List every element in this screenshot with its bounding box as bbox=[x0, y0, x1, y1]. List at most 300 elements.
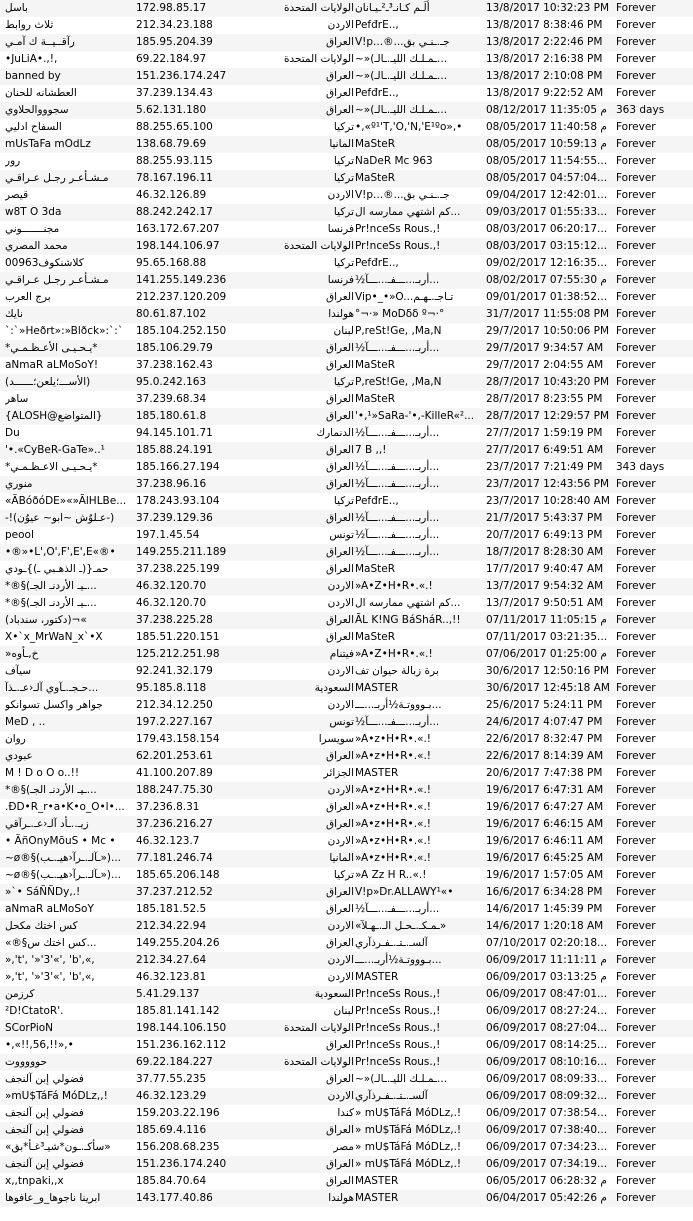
table-row[interactable] bbox=[0, 255, 693, 272]
ip-address-cell: 37.236.8.31 bbox=[136, 801, 200, 813]
table-row[interactable] bbox=[0, 918, 693, 935]
ban-duration-cell: Forever bbox=[616, 648, 656, 660]
ban-duration-cell: Forever bbox=[616, 971, 656, 983]
table-row[interactable] bbox=[0, 340, 693, 357]
country-cell: الولايات المتحدة bbox=[283, 1022, 354, 1034]
country-cell: تونس bbox=[329, 529, 354, 541]
table-row[interactable] bbox=[0, 1190, 693, 1207]
ip-address-cell: 212.237.120.209 bbox=[136, 291, 227, 303]
country-cell: الدنمارك bbox=[316, 427, 354, 439]
banned-by-cell: ½أربـ...ـــفـ...ـــآ... bbox=[355, 546, 440, 558]
player-name-cell: «سأكـ.ـون*شيـ³غـأ*بق» bbox=[5, 1141, 111, 1153]
ip-address-cell: 198.144.106.97 bbox=[136, 240, 220, 252]
ban-duration-cell: Forever bbox=[616, 342, 656, 354]
ip-address-cell: 149.255.204.26 bbox=[136, 937, 220, 949]
table-row[interactable] bbox=[0, 204, 693, 221]
player-name-cell: w8T O 3da bbox=[5, 206, 62, 218]
table-row[interactable] bbox=[0, 187, 693, 204]
table-row[interactable] bbox=[0, 1071, 693, 1088]
banned-by-cell: » mU$TáFá MóDLz,.! bbox=[355, 1107, 462, 1119]
table-row[interactable] bbox=[0, 459, 693, 476]
player-name-cell: 00963كلاشنكوف bbox=[5, 257, 84, 269]
table-row[interactable] bbox=[0, 1139, 693, 1156]
table-row[interactable] bbox=[0, 799, 693, 816]
table-row[interactable] bbox=[0, 153, 693, 170]
ip-address-cell: 80.61.87.102 bbox=[136, 308, 207, 320]
table-row[interactable] bbox=[0, 1173, 693, 1190]
ban-duration-cell: Forever bbox=[616, 172, 656, 184]
table-row[interactable] bbox=[0, 646, 693, 663]
table-row[interactable] bbox=[0, 731, 693, 748]
ban-date-cell: 23/7/2017 12:43:56 PM bbox=[486, 478, 610, 490]
country-cell: العراق bbox=[325, 750, 354, 762]
ban-duration-cell: Forever bbox=[616, 1192, 656, 1204]
table-row[interactable] bbox=[0, 527, 693, 544]
table-row[interactable] bbox=[0, 238, 693, 255]
player-name-cell: *®§(ـيـ الأردنـ الجـ... bbox=[5, 784, 97, 796]
table-row[interactable] bbox=[0, 748, 693, 765]
ip-address-cell: 125.212.251.98 bbox=[136, 648, 220, 660]
country-cell: تركيا bbox=[333, 121, 354, 133]
table-row[interactable] bbox=[0, 1105, 693, 1122]
ban-date-cell: 06/09/2017 08:27:04... bbox=[486, 1022, 608, 1034]
country-cell: فيتنام bbox=[329, 648, 354, 660]
banned-by-cell: PefđrE.., bbox=[355, 87, 399, 99]
ip-address-cell: 37.238.225.28 bbox=[136, 614, 213, 626]
ban-date-cell: 06/05/2017 06:28:32 م bbox=[486, 1175, 607, 1187]
ban-date-cell: 07/06/2017 01:25:00 م bbox=[486, 648, 607, 660]
player-name-cell: SCorPioN bbox=[5, 1022, 54, 1034]
country-cell: الولايات المتحدة bbox=[283, 1056, 354, 1068]
ban-date-cell: 18/7/2017 8:28:30 AM bbox=[486, 546, 604, 558]
ban-duration-cell: Forever bbox=[616, 206, 656, 218]
table-row[interactable] bbox=[0, 357, 693, 374]
ban-duration-cell: Forever bbox=[616, 1073, 656, 1085]
ban-duration-cell: Forever bbox=[616, 512, 656, 524]
table-row[interactable] bbox=[0, 969, 693, 986]
player-name-cell: فضولي إبن آلنجف bbox=[5, 1107, 84, 1119]
table-row[interactable] bbox=[0, 136, 693, 153]
table-row[interactable] bbox=[0, 697, 693, 714]
ip-address-cell: 212.34.27.64 bbox=[136, 954, 207, 966]
banned-by-cell: ~»(ـمـلـك الليـ.ـالـ... bbox=[355, 53, 448, 65]
banned-by-cell: »A•Z•H•R•.«.! bbox=[355, 580, 433, 592]
ip-address-cell: 46.32.123.7 bbox=[136, 835, 200, 847]
banned-by-cell: »A•z•H•R•.«.! bbox=[355, 852, 432, 864]
banned-by-cell: آلسـ.ـتـ.ـفـرذآري bbox=[355, 1090, 428, 1102]
ban-date-cell: 06/04/2017 05:42:26 م bbox=[486, 1192, 607, 1204]
ban-duration-cell: Forever bbox=[616, 121, 656, 133]
table-row[interactable] bbox=[0, 578, 693, 595]
ip-address-cell: 159.203.22.196 bbox=[136, 1107, 220, 1119]
country-cell: العراق bbox=[325, 818, 354, 830]
ip-address-cell: 37.238.225.199 bbox=[136, 563, 220, 575]
country-cell: العراق bbox=[325, 937, 354, 949]
ban-duration-cell: Forever bbox=[616, 274, 656, 286]
ban-date-cell: 13/8/2017 10:32:23 PM bbox=[486, 2, 610, 14]
ban-date-cell: 19/6/2017 6:45:25 AM bbox=[486, 852, 604, 864]
banned-by-cell: آلسـ.ـتـ.ـفـرذآري bbox=[355, 937, 428, 949]
ban-duration-cell: Forever bbox=[616, 478, 656, 490]
ip-address-cell: 185.180.61.8 bbox=[136, 410, 207, 422]
table-row[interactable] bbox=[0, 561, 693, 578]
country-cell: تركيا bbox=[333, 257, 354, 269]
country-cell: الاردن bbox=[327, 920, 354, 932]
table-row[interactable] bbox=[0, 1088, 693, 1105]
table-row[interactable] bbox=[0, 0, 693, 17]
player-name-cell: السفاح ادليي bbox=[5, 121, 62, 133]
table-row[interactable] bbox=[0, 765, 693, 782]
table-row[interactable] bbox=[0, 1020, 693, 1037]
ban-date-cell: 08/05/2017 10:59:13 م bbox=[486, 138, 607, 150]
table-row[interactable] bbox=[0, 442, 693, 459]
table-row[interactable] bbox=[0, 714, 693, 731]
country-cell: سويسرا bbox=[318, 733, 354, 745]
country-cell: هولندا bbox=[328, 1192, 354, 1204]
table-row[interactable] bbox=[0, 595, 693, 612]
player-name-cell: فضولي إبن آلنجف bbox=[5, 1158, 84, 1170]
player-name-cell: حمـ{(ـ الذهـبي ـ)}ـودي bbox=[5, 563, 109, 575]
ban-date-cell: 13/8/2017 2:22:46 PM bbox=[486, 36, 603, 48]
ban-date-cell: 09/01/2017 01:38:52... bbox=[486, 291, 608, 303]
player-name-cell: مـشـأعـر رجـل عـراقـي bbox=[5, 172, 109, 184]
table-row[interactable] bbox=[0, 833, 693, 850]
ban-date-cell: 21/7/2017 5:43:37 PM bbox=[486, 512, 603, 524]
country-cell: فرنسا bbox=[327, 274, 354, 286]
ip-address-cell: 138.68.79.69 bbox=[136, 138, 207, 150]
player-name-cell: •®»•L',O',F',E',E«®• bbox=[5, 546, 116, 558]
ban-duration-cell: Forever bbox=[616, 1158, 656, 1170]
ban-date-cell: 13/8/2017 9:22:52 AM bbox=[486, 87, 604, 99]
player-name-cell: MeD , .. bbox=[5, 716, 46, 728]
banned-by-cell: Pr!nceSs Rous.,! bbox=[355, 1056, 441, 1068]
ban-date-cell: 08/05/2017 04:57:04... bbox=[486, 172, 608, 184]
player-name-cell: »,'t', '»'3'«', 'b',«, bbox=[5, 954, 95, 966]
country-cell: الولايات المتحدة bbox=[283, 2, 354, 14]
ban-duration-cell: Forever bbox=[616, 410, 656, 422]
player-name-cell: »,'t', '»'3'«', 'b',«, bbox=[5, 971, 95, 983]
table-row[interactable] bbox=[0, 85, 693, 102]
ban-date-cell: 13/8/2017 2:16:38 PM bbox=[486, 53, 603, 65]
country-cell: العراق bbox=[325, 1039, 354, 1051]
banned-by-cell: Pr!nceSs Rous.,! bbox=[355, 240, 441, 252]
ban-duration-cell: Forever bbox=[616, 631, 656, 643]
ban-duration-cell: Forever bbox=[616, 1056, 656, 1068]
player-name-cell: -!(عـلوُش ~ابو~ عيوُن-) bbox=[5, 512, 115, 524]
table-row[interactable] bbox=[0, 102, 693, 119]
banned-by-cell: ½أربـ...ـــفـ...ـــآ... bbox=[355, 274, 440, 286]
ban-duration-cell: Forever bbox=[616, 920, 656, 932]
ip-address-cell: 143.177.40.86 bbox=[136, 1192, 213, 1204]
table-row[interactable] bbox=[0, 34, 693, 51]
ip-address-cell: 69.22.184.227 bbox=[136, 1056, 213, 1068]
ban-date-cell: 28/7/2017 10:43:20 PM bbox=[486, 376, 610, 388]
table-row[interactable] bbox=[0, 391, 693, 408]
table-row[interactable] bbox=[0, 68, 693, 85]
ban-duration-cell: Forever bbox=[616, 2, 656, 14]
table-row[interactable] bbox=[0, 680, 693, 697]
ban-duration-cell: Forever bbox=[616, 835, 656, 847]
table-row[interactable] bbox=[0, 782, 693, 799]
ban-date-cell: 06/09/2017 08:14:25... bbox=[486, 1039, 608, 1051]
country-cell: الاردن bbox=[327, 699, 354, 711]
banned-by-cell: ½أربـ...ـــفـ...ـــآ... bbox=[355, 903, 440, 915]
ban-duration-cell: Forever bbox=[616, 138, 656, 150]
ban-duration-cell: Forever bbox=[616, 376, 656, 388]
player-name-cell: x,,tnpaki,,x bbox=[5, 1175, 64, 1187]
table-row[interactable] bbox=[0, 170, 693, 187]
banned-by-cell: Pr!nceSs Rous.,! bbox=[355, 1022, 441, 1034]
player-name-cell: العطشانه للحنان bbox=[5, 87, 77, 99]
ip-address-cell: 37.77.55.235 bbox=[136, 1073, 207, 1085]
ip-address-cell: 46.32.120.70 bbox=[136, 580, 207, 592]
ban-date-cell: 08/02/2017 07:55:30 م bbox=[486, 274, 607, 286]
banned-by-cell: »A Zz H R..«.! bbox=[355, 869, 427, 881]
banned-by-cell: '•,¹»SaRa-'•,-KilleR«²... bbox=[355, 410, 475, 422]
country-cell: العراق bbox=[325, 342, 354, 354]
country-cell: العراق bbox=[325, 1073, 354, 1085]
ban-duration-cell: Forever bbox=[616, 495, 656, 507]
table-row[interactable] bbox=[0, 663, 693, 680]
banned-by-cell: P,reSt!Ge, ,Ma,N bbox=[355, 325, 442, 337]
table-row[interactable] bbox=[0, 952, 693, 969]
player-name-cell: »mU$TáFá MóDLz,,! bbox=[5, 1090, 108, 1102]
banned-by-cell: »A•z•H•R•.«.! bbox=[355, 818, 432, 830]
ban-duration-cell: Forever bbox=[616, 359, 656, 371]
banned-by-cell: برة زبالة حيوان تف bbox=[355, 665, 439, 677]
banned-by-cell: »A•z•H•R•.«.! bbox=[355, 750, 432, 762]
ip-address-cell: 92.241.32.179 bbox=[136, 665, 213, 677]
country-cell: العراق bbox=[325, 1124, 354, 1136]
player-name-cell: محمد المصري bbox=[5, 240, 68, 252]
ban-duration-cell: Forever bbox=[616, 954, 656, 966]
ban-duration-cell: Forever bbox=[616, 784, 656, 796]
ban-date-cell: 20/6/2017 7:47:38 PM bbox=[486, 767, 603, 779]
ban-duration-cell: Forever bbox=[616, 852, 656, 864]
ban-date-cell: 24/6/2017 4:07:47 PM bbox=[486, 716, 603, 728]
ban-date-cell: 27/7/2017 6:49:51 AM bbox=[486, 444, 604, 456]
table-row[interactable] bbox=[0, 1054, 693, 1071]
table-row[interactable] bbox=[0, 374, 693, 391]
country-cell: لبنان bbox=[333, 325, 354, 337]
ban-duration-cell: Forever bbox=[616, 529, 656, 541]
player-name-cell: سجوووالحلاوي bbox=[5, 104, 69, 116]
ban-duration-cell: Forever bbox=[616, 563, 656, 575]
country-cell: العراق bbox=[325, 359, 354, 371]
ip-address-cell: 46.32.120.70 bbox=[136, 597, 207, 609]
ip-address-cell: 198.144.106.150 bbox=[136, 1022, 227, 1034]
banned-by-cell: MASTER bbox=[355, 1175, 399, 1187]
banned-by-cell: » mU$TáFá MóDLz,.! bbox=[355, 1124, 462, 1136]
ban-date-cell: 06/09/2017 03:13:25 م bbox=[486, 971, 607, 983]
ban-date-cell: 29/7/2017 2:04:55 AM bbox=[486, 359, 604, 371]
ip-address-cell: 5.62.131.180 bbox=[136, 104, 207, 116]
ban-date-cell: 06/09/2017 11:11:11 م bbox=[486, 954, 607, 966]
banned-by-cell: PefđrE.., bbox=[355, 495, 399, 507]
ban-date-cell: 06/09/2017 08:09:32... bbox=[486, 1090, 608, 1102]
table-row[interactable] bbox=[0, 1003, 693, 1020]
ban-date-cell: 31/7/2017 11:55:08 PM bbox=[486, 308, 610, 320]
table-row[interactable] bbox=[0, 1122, 693, 1139]
table-row[interactable] bbox=[0, 1037, 693, 1054]
banned-by-cell: MASTER bbox=[355, 767, 399, 779]
table-row[interactable] bbox=[0, 1156, 693, 1173]
table-row[interactable] bbox=[0, 306, 693, 323]
table-row[interactable] bbox=[0, 850, 693, 867]
ban-date-cell: 06/09/2017 07:34:23... bbox=[486, 1141, 608, 1153]
ban-date-cell: 06/09/2017 08:10:16... bbox=[486, 1056, 608, 1068]
table-row[interactable] bbox=[0, 867, 693, 884]
banned-by-cell: °¬·» MoDẟẟ º¬·° bbox=[355, 308, 445, 320]
banned-by-cell: »A•z•H•R•.«.! bbox=[355, 784, 432, 796]
banned-by-cell: ½أربـ...ـــفـ...ـــآ... bbox=[355, 529, 440, 541]
table-row[interactable] bbox=[0, 425, 693, 442]
table-row[interactable] bbox=[0, 816, 693, 833]
table-row[interactable] bbox=[0, 493, 693, 510]
ip-address-cell: 185.81.141.142 bbox=[136, 1005, 220, 1017]
player-name-cell: *يـحـيـى الاعـظـمـي* bbox=[5, 461, 98, 473]
country-cell: المانيا bbox=[329, 138, 354, 150]
player-name-cell: *®§(ـيـ الأردنـ الجـ... bbox=[5, 597, 97, 609]
player-name-cell: ثلاث روابط bbox=[5, 19, 54, 31]
ban-date-cell: 29/7/2017 10:50:06 PM bbox=[486, 325, 610, 337]
table-row[interactable] bbox=[0, 544, 693, 561]
ban-duration-cell: Forever bbox=[616, 665, 656, 677]
table-row[interactable] bbox=[0, 272, 693, 289]
banned-by-cell: MaSteR bbox=[355, 631, 396, 643]
banned-by-cell: P,reSt!Ge, ,Ma,N bbox=[355, 376, 442, 388]
country-cell: السعودية bbox=[314, 988, 354, 1000]
ip-address-cell: 5.41.29.137 bbox=[136, 988, 200, 1000]
ip-address-cell: 141.255.149.236 bbox=[136, 274, 227, 286]
player-name-cell: X•`x_MrWaN_x`•X bbox=[5, 631, 103, 643]
ban-duration-cell: Forever bbox=[616, 1124, 656, 1136]
table-row[interactable] bbox=[0, 612, 693, 629]
country-cell: العراق bbox=[325, 461, 354, 473]
ban-date-cell: 06/09/2017 08:47:01... bbox=[486, 988, 608, 1000]
ban-duration-cell: Forever bbox=[616, 1090, 656, 1102]
player-name-cell: •JuLiA•.,!, bbox=[5, 53, 58, 65]
player-name-cell: باسل bbox=[5, 2, 28, 14]
ban-date-cell: 08/12/2017 11:35:05 م bbox=[486, 104, 607, 116]
ban-date-cell: 20/7/2017 6:49:13 PM bbox=[486, 529, 603, 541]
player-name-cell: • ÃñOnyMõuS • Mc • bbox=[5, 835, 116, 847]
table-row[interactable] bbox=[0, 629, 693, 646]
player-name-cell: كس اختك مكحل bbox=[5, 920, 78, 932]
player-name-cell: {ALOSH@المتواضع} bbox=[5, 410, 103, 422]
table-row[interactable] bbox=[0, 51, 693, 68]
ban-duration-cell: Forever bbox=[616, 733, 656, 745]
table-row[interactable] bbox=[0, 221, 693, 238]
table-row[interactable] bbox=[0, 510, 693, 527]
banned-by-cell: MaSteR bbox=[355, 138, 396, 150]
player-name-cell: ~ø®§(ـآلـ.ـرآ‹هيـ.ـب»)... bbox=[5, 869, 122, 881]
ban-date-cell: 06/09/2017 07:38:40... bbox=[486, 1124, 608, 1136]
table-row[interactable] bbox=[0, 119, 693, 136]
ban-date-cell: 30/6/2017 12:45:18 AM bbox=[486, 682, 610, 694]
country-cell: الولايات المتحدة bbox=[283, 240, 354, 252]
player-name-cell: ²D!CtatoR'. bbox=[5, 1005, 64, 1017]
country-cell: لبنان bbox=[333, 1005, 354, 1017]
ban-date-cell: 19/6/2017 6:46:15 AM bbox=[486, 818, 604, 830]
ban-duration-cell: Forever bbox=[616, 257, 656, 269]
table-row[interactable] bbox=[0, 935, 693, 952]
ip-address-cell: 149.255.211.189 bbox=[136, 546, 227, 558]
ban-duration-cell: Forever bbox=[616, 1039, 656, 1051]
country-cell: العراق bbox=[325, 410, 354, 422]
ban-date-cell: 29/7/2017 9:34:57 AM bbox=[486, 342, 604, 354]
table-row[interactable] bbox=[0, 323, 693, 340]
ban-duration-cell: Forever bbox=[616, 818, 656, 830]
country-cell: العراق bbox=[325, 512, 354, 524]
ban-date-cell: 19/6/2017 1:57:05 AM bbox=[486, 869, 604, 881]
player-name-cell: *®§(ـيـ الأردنـ الجـ... bbox=[5, 580, 97, 592]
country-cell: العراق bbox=[325, 36, 354, 48]
ban-duration-cell: Forever bbox=[616, 903, 656, 915]
player-name-cell: «ÃBóðóDE»«»ÃlHLBe... bbox=[5, 495, 127, 507]
ban-date-cell: 28/7/2017 12:29:57 PM bbox=[486, 410, 610, 422]
player-name-cell: حوووووت bbox=[5, 1056, 48, 1068]
player-name-cell: روان bbox=[5, 733, 26, 745]
ip-address-cell: 95.65.168.88 bbox=[136, 257, 207, 269]
table-row[interactable] bbox=[0, 289, 693, 306]
banned-by-cell: V!p»Dr.ALLAWY¹«• bbox=[355, 886, 454, 898]
ip-address-cell: 37.239.134.43 bbox=[136, 87, 213, 99]
table-row[interactable] bbox=[0, 408, 693, 425]
ip-address-cell: 172.98.85.17 bbox=[136, 2, 207, 14]
ip-address-cell: 37.239.68.34 bbox=[136, 393, 207, 405]
banned-by-cell: MaSteR bbox=[355, 393, 396, 405]
player-name-cell: •,«!!,56,!!»,• bbox=[5, 1039, 74, 1051]
banned-by-cell: •,«º¹'T,'O,'N,'E¹ºo»,• bbox=[355, 121, 463, 133]
country-cell: العراق bbox=[325, 1175, 354, 1187]
ip-address-cell: 185.51.220.151 bbox=[136, 631, 220, 643]
table-row[interactable] bbox=[0, 884, 693, 901]
player-name-cell: نايك bbox=[5, 308, 23, 320]
ban-date-cell: 27/7/2017 1:59:19 PM bbox=[486, 427, 603, 439]
ban-date-cell: 16/6/2017 6:34:28 PM bbox=[486, 886, 603, 898]
player-name-cell: Du bbox=[5, 427, 20, 439]
table-row[interactable] bbox=[0, 986, 693, 1003]
table-row[interactable] bbox=[0, 901, 693, 918]
table-row[interactable] bbox=[0, 476, 693, 493]
ip-address-cell: 212.34.22.94 bbox=[136, 920, 207, 932]
player-name-cell: عبودي bbox=[5, 750, 33, 762]
ip-address-cell: 185.106.29.79 bbox=[136, 342, 213, 354]
ban-date-cell: 09/02/2017 12:16:35... bbox=[486, 257, 608, 269]
ban-duration-cell: Forever bbox=[616, 155, 656, 167]
table-row[interactable] bbox=[0, 17, 693, 34]
country-cell: العراق bbox=[325, 801, 354, 813]
ip-address-cell: 197.1.45.54 bbox=[136, 529, 200, 541]
player-name-cell: mUsTaFa mOdLz bbox=[5, 138, 91, 150]
ban-duration-cell: Forever bbox=[616, 1005, 656, 1017]
country-cell: تركيا bbox=[333, 376, 354, 388]
banned-by-cell: ½أربـ...ـــفـ...ـــآ... bbox=[355, 716, 440, 728]
ban-date-cell: 07/11/2017 11:05:15 م bbox=[486, 614, 607, 626]
ip-address-cell: 46.32.126.89 bbox=[136, 189, 207, 201]
banned-by-cell: Pr!nceSs Rous.,! bbox=[355, 988, 441, 1000]
player-name-cell: aNmaR aLMoSoY bbox=[5, 903, 94, 915]
banned-by-cell: »A•z•H•R•.«.! bbox=[355, 801, 432, 813]
country-cell: الاردن bbox=[327, 665, 354, 677]
ban-duration-cell: Forever bbox=[616, 444, 656, 456]
player-name-cell: M ! D o O o..!! bbox=[5, 767, 80, 779]
ban-duration-cell: Forever bbox=[616, 716, 656, 728]
ip-address-cell: 185.65.206.148 bbox=[136, 869, 220, 881]
ban-duration-cell: Forever bbox=[616, 546, 656, 558]
ban-duration-cell: Forever bbox=[616, 937, 656, 949]
